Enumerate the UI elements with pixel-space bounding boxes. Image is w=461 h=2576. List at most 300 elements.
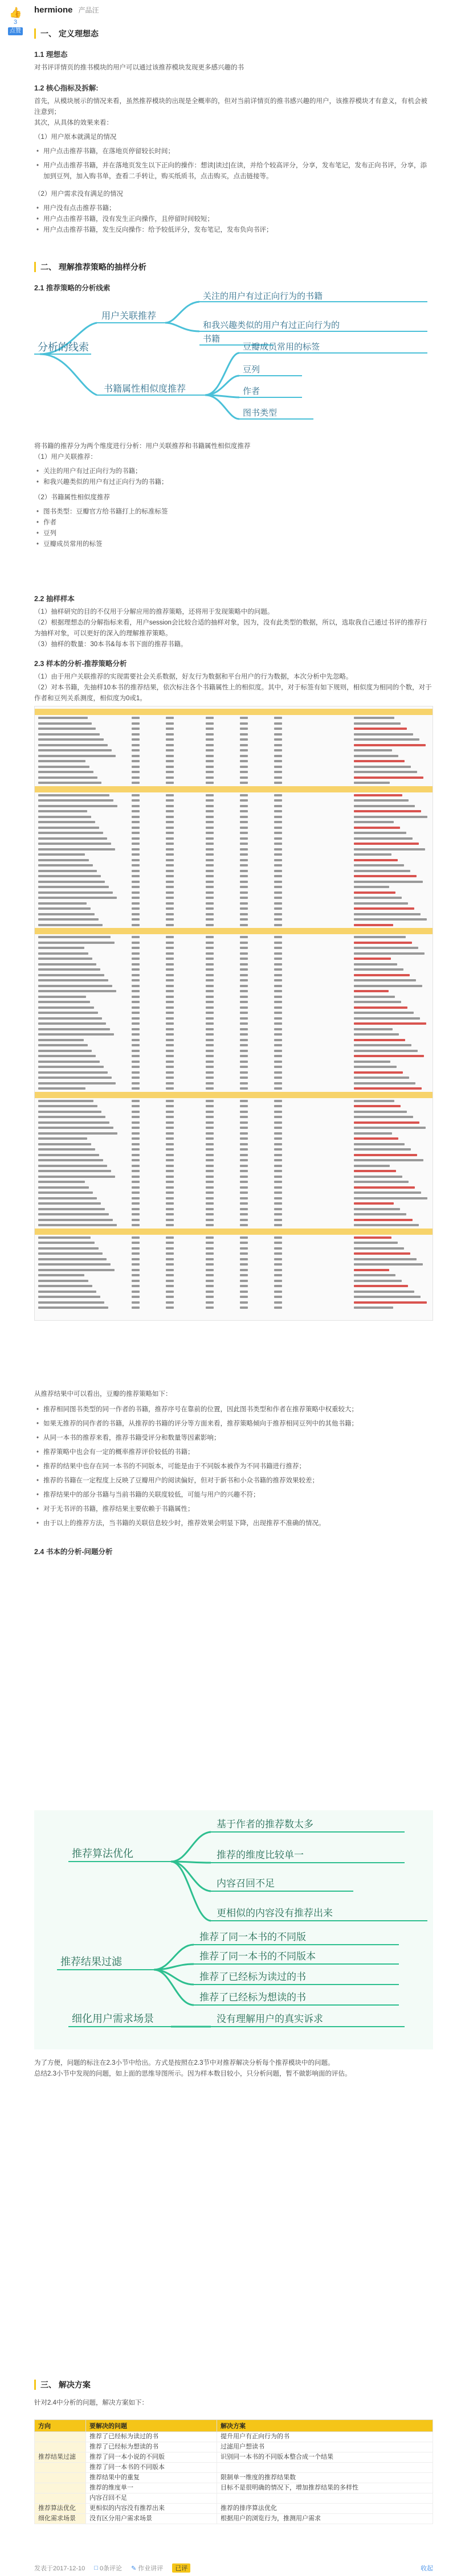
spreadsheet-cell bbox=[38, 777, 97, 779]
spreadsheet-cell bbox=[166, 1192, 174, 1194]
spreadsheet-row bbox=[35, 1257, 433, 1262]
spreadsheet-cell bbox=[206, 1307, 214, 1309]
spreadsheet-cell bbox=[206, 766, 214, 768]
spreadsheet-cell bbox=[38, 1066, 104, 1068]
spreadsheet-cell bbox=[274, 891, 282, 894]
list-item: • 用户点击推荐书籍，并在落地页发生以下正向的操作：想读|读过|在读，并给个较高评分，分享，发布笔记，发布正向书评，分享，添加到豆列，加入购书单，查看二手转让，购买纸质书，点击购买，点击链接等。 bbox=[34, 161, 433, 182]
spreadsheet-cell bbox=[354, 1116, 413, 1118]
spreadsheet-cell bbox=[38, 974, 104, 976]
spreadsheet-header-band bbox=[35, 928, 433, 934]
spreadsheet-cell bbox=[132, 1307, 140, 1309]
spreadsheet-cell bbox=[274, 907, 282, 910]
spreadsheet-cell bbox=[240, 766, 248, 768]
paragraph: 针对2.4中分析的问题，解决方案如下： bbox=[34, 2400, 148, 2406]
spreadsheet-cell bbox=[354, 782, 390, 784]
spreadsheet-row bbox=[35, 1240, 433, 1246]
spreadsheet-cell bbox=[354, 1165, 390, 1167]
spreadsheet-cell bbox=[354, 1236, 391, 1239]
table-row bbox=[35, 2463, 433, 2473]
mind-root: 推荐结果过滤 bbox=[60, 1956, 122, 1967]
cell-solution: 推荐的排序算法优化 bbox=[217, 2504, 433, 2514]
spreadsheet-cell bbox=[240, 1012, 248, 1014]
spreadsheet-cell bbox=[274, 1028, 282, 1030]
cell-problem: 内容召回不足 bbox=[86, 2493, 217, 2504]
spreadsheet-cell bbox=[166, 891, 174, 894]
spreadsheet-cell bbox=[354, 799, 409, 802]
spreadsheet-cell bbox=[38, 1280, 88, 1282]
spreadsheet-row bbox=[35, 946, 433, 951]
spreadsheet-cell bbox=[166, 760, 174, 762]
spreadsheet-cell bbox=[274, 947, 282, 949]
comments-button[interactable] bbox=[94, 2563, 122, 2573]
spreadsheet-cell bbox=[132, 1077, 140, 1079]
spreadsheet-cell bbox=[354, 1033, 399, 1036]
spreadsheet-row bbox=[35, 732, 433, 737]
spreadsheet-cell bbox=[132, 717, 140, 719]
spreadsheet-cell bbox=[274, 1242, 282, 1244]
spreadsheet-cell bbox=[132, 907, 140, 910]
spreadsheet-row bbox=[35, 815, 433, 820]
spreadsheet-cell bbox=[206, 1301, 214, 1304]
spreadsheet-cell bbox=[132, 832, 140, 834]
spreadsheet-cell bbox=[166, 1111, 174, 1113]
list-item: • 关注的用户有过正向行为的书籍； bbox=[34, 466, 433, 477]
spreadsheet-cell bbox=[38, 1242, 95, 1244]
spreadsheet-row bbox=[35, 721, 433, 726]
spreadsheet-cell bbox=[354, 902, 408, 905]
spreadsheet-cell bbox=[206, 1044, 214, 1046]
spreadsheet-cell bbox=[240, 1301, 248, 1304]
spreadsheet-cell bbox=[132, 974, 140, 976]
spreadsheet-cell bbox=[240, 832, 248, 834]
spreadsheet-cell bbox=[274, 1044, 282, 1046]
spreadsheet-cell bbox=[166, 1274, 174, 1276]
spreadsheet-cell bbox=[206, 1100, 214, 1102]
spreadsheet-cell bbox=[274, 1176, 282, 1178]
spreadsheet-cell bbox=[38, 1176, 115, 1178]
spreadsheet-cell bbox=[240, 1050, 248, 1052]
spreadsheet-cell bbox=[274, 766, 282, 768]
like-button[interactable]: 点赞 bbox=[8, 27, 23, 35]
section-3 bbox=[34, 2380, 433, 2409]
spreadsheet-cell bbox=[354, 913, 421, 915]
spreadsheet-cell bbox=[274, 1307, 282, 1309]
spreadsheet-cell bbox=[166, 963, 174, 966]
spreadsheet-cell bbox=[240, 1263, 248, 1266]
like-count: 3 bbox=[13, 19, 18, 26]
reviewed-badge: 已评 bbox=[172, 2563, 190, 2573]
spreadsheet-cell bbox=[38, 799, 113, 802]
spreadsheet-cell bbox=[206, 963, 214, 966]
spreadsheet-cell bbox=[354, 1154, 417, 1156]
spreadsheet-cell bbox=[354, 1213, 406, 1215]
spreadsheet-cell bbox=[132, 1022, 140, 1025]
spreadsheet-cell bbox=[206, 1247, 214, 1250]
spreadsheet-cell bbox=[274, 1148, 282, 1151]
spreadsheet-cell bbox=[166, 1301, 174, 1304]
spreadsheet-row bbox=[35, 1038, 433, 1043]
spreadsheet-cell bbox=[240, 1033, 248, 1036]
spreadsheet-cell bbox=[354, 755, 398, 757]
spreadsheet-cell bbox=[38, 1111, 101, 1113]
spreadsheet-cell bbox=[354, 1280, 402, 1282]
spreadsheet-cell bbox=[206, 979, 214, 981]
spreadsheet-cell bbox=[38, 1137, 87, 1140]
spreadsheet-cell bbox=[166, 816, 174, 818]
spreadsheet-cell bbox=[166, 864, 174, 866]
spreadsheet-cell bbox=[132, 1121, 140, 1124]
spreadsheet-cell bbox=[274, 1055, 282, 1057]
spreadsheet-cell bbox=[166, 766, 174, 768]
spreadsheet-cell bbox=[354, 1071, 403, 1074]
spreadsheet-cell bbox=[274, 913, 282, 915]
spreadsheet-row bbox=[35, 780, 433, 786]
review-button[interactable] bbox=[131, 2563, 163, 2573]
spreadsheet-cell bbox=[274, 1224, 282, 1226]
spreadsheet-cell bbox=[354, 947, 418, 949]
spreadsheet-cell bbox=[274, 1143, 282, 1145]
spreadsheet-cell bbox=[274, 1274, 282, 1276]
spreadsheet-cell bbox=[132, 1044, 140, 1046]
list-item: • 用户没有点击推荐书籍； bbox=[34, 203, 433, 214]
spreadsheet-cell bbox=[166, 1116, 174, 1118]
spreadsheet-cell bbox=[240, 1280, 248, 1282]
spreadsheet-cell bbox=[132, 755, 140, 757]
spreadsheet-cell bbox=[132, 1242, 140, 1244]
collapse-button[interactable]: 收起 bbox=[421, 2565, 433, 2572]
spreadsheet-cell bbox=[354, 1208, 400, 1210]
spreadsheet-cell bbox=[132, 952, 140, 955]
spreadsheet-row bbox=[35, 1120, 433, 1125]
spreadsheet-cell bbox=[240, 1192, 248, 1194]
spreadsheet-cell bbox=[274, 805, 282, 807]
spreadsheet-cell bbox=[206, 733, 214, 736]
spreadsheet-cell bbox=[166, 843, 174, 845]
spreadsheet-cell bbox=[166, 1022, 174, 1025]
spreadsheet-cell bbox=[354, 728, 407, 730]
spreadsheet-cell bbox=[354, 717, 394, 719]
spreadsheet-cell bbox=[240, 755, 248, 757]
spreadsheet-cell bbox=[132, 1087, 140, 1090]
paragraph: 从推荐结果中可以看出，豆瓣的推荐策略如下： bbox=[34, 1391, 172, 1398]
spreadsheet-cell bbox=[354, 744, 426, 746]
spreadsheet-cell bbox=[132, 1017, 140, 1020]
spreadsheet-row bbox=[35, 1000, 433, 1005]
spreadsheet-cell bbox=[354, 777, 423, 779]
mind-leaf: 推荐了已经标为想读的书 bbox=[199, 1992, 306, 2003]
spreadsheet-cell bbox=[240, 859, 248, 861]
spreadsheet-cell bbox=[274, 733, 282, 736]
table-row bbox=[35, 2452, 433, 2463]
spreadsheet-cell bbox=[132, 1100, 140, 1102]
mind-map-problems bbox=[34, 1810, 433, 2049]
author-name[interactable]: hermione bbox=[34, 5, 73, 15]
spreadsheet-cell bbox=[240, 1105, 248, 1107]
spreadsheet-cell bbox=[206, 1066, 214, 1068]
spreadsheet-cell bbox=[206, 1111, 214, 1113]
spreadsheet-cell bbox=[38, 1263, 111, 1266]
spreadsheet-cell bbox=[38, 1105, 97, 1107]
spreadsheet-row bbox=[35, 847, 433, 852]
spreadsheet-cell bbox=[132, 1159, 140, 1161]
spreadsheet-cell bbox=[132, 968, 140, 971]
spreadsheet-cell bbox=[132, 1165, 140, 1167]
spreadsheet-cell bbox=[206, 749, 214, 751]
spreadsheet-cell bbox=[240, 1055, 248, 1057]
mind-leaf: 和我兴趣类似的用户有过正向行为的 bbox=[203, 321, 340, 330]
mind-leaf: 图书类型 bbox=[243, 408, 278, 418]
spreadsheet-cell bbox=[240, 1061, 248, 1063]
spreadsheet-cell bbox=[132, 810, 140, 812]
spreadsheet-cell bbox=[206, 1285, 214, 1287]
spreadsheet-cell bbox=[206, 816, 214, 818]
spreadsheet-cell bbox=[206, 1039, 214, 1041]
spreadsheet-cell bbox=[354, 996, 395, 998]
spreadsheet-cell bbox=[274, 1236, 282, 1239]
spreadsheet-cell bbox=[166, 1017, 174, 1020]
spreadsheet-cell bbox=[240, 1170, 248, 1172]
spreadsheet-cell bbox=[354, 827, 400, 829]
spreadsheet-cell bbox=[206, 1170, 214, 1172]
thumbs-up-icon[interactable]: 👍 bbox=[9, 7, 22, 18]
spreadsheet-cell bbox=[354, 1307, 393, 1309]
spreadsheet-cell bbox=[354, 1022, 426, 1025]
spreadsheet-cell bbox=[38, 766, 89, 768]
spreadsheet-cell bbox=[132, 1258, 140, 1260]
spreadsheet-cell bbox=[274, 864, 282, 866]
spreadsheet-cell bbox=[240, 974, 248, 976]
spreadsheet-cell bbox=[132, 1105, 140, 1107]
spreadsheet-row bbox=[35, 1223, 433, 1228]
spreadsheet-row bbox=[35, 1153, 433, 1158]
spreadsheet-cell bbox=[132, 1001, 140, 1003]
spreadsheet-cell bbox=[206, 810, 214, 812]
cell-direction: 推荐算法优化 bbox=[35, 2504, 86, 2514]
spreadsheet-cell bbox=[38, 853, 85, 856]
spreadsheet-cell bbox=[132, 947, 140, 949]
list-item: • 豆列 bbox=[34, 528, 433, 539]
spreadsheet-cell bbox=[38, 1061, 100, 1063]
comment-icon: □ bbox=[94, 2565, 98, 2571]
spreadsheet-cell bbox=[38, 1159, 103, 1161]
spreadsheet-cell bbox=[354, 1224, 419, 1226]
paragraph: 将书籍的推荐分为两个维度进行分析：用户关联推荐和书籍属性相似度推荐 bbox=[34, 443, 251, 450]
spreadsheet-cell bbox=[240, 1143, 248, 1145]
spreadsheet-cell bbox=[38, 996, 86, 998]
spreadsheet-cell bbox=[240, 1219, 248, 1221]
spreadsheet-cell bbox=[354, 891, 395, 894]
spreadsheet-cell bbox=[354, 859, 398, 861]
spreadsheet-cell bbox=[166, 1077, 174, 1079]
publish-date: 发表于2017-12-10 bbox=[34, 2565, 85, 2572]
spreadsheet-cell bbox=[38, 1082, 116, 1084]
spreadsheet-cell bbox=[132, 891, 140, 894]
spreadsheet-row bbox=[35, 1251, 433, 1256]
table-row bbox=[35, 2442, 433, 2452]
cell-solution: 过滤用户想读书 bbox=[217, 2442, 433, 2452]
spreadsheet-cell bbox=[354, 936, 406, 938]
spreadsheet-cell bbox=[166, 952, 174, 955]
spreadsheet-cell bbox=[132, 996, 140, 998]
spreadsheet-cell bbox=[38, 1055, 96, 1057]
spreadsheet-cell bbox=[354, 1077, 409, 1079]
cell-direction: 细化需求场景 bbox=[35, 2514, 86, 2524]
spreadsheet-row bbox=[35, 880, 433, 885]
spreadsheet-cell bbox=[274, 1127, 282, 1129]
spreadsheet-cell bbox=[206, 1197, 214, 1199]
spreadsheet-cell bbox=[206, 827, 214, 829]
spreadsheet-cell bbox=[354, 1301, 427, 1304]
column-header: 方向 bbox=[35, 2420, 86, 2432]
spreadsheet-cell bbox=[132, 886, 140, 888]
spreadsheet-cell bbox=[274, 1208, 282, 1210]
spreadsheet-cell bbox=[354, 771, 417, 773]
spreadsheet-row bbox=[35, 874, 433, 879]
paragraph: （2）对本书籍，先抽样10本书的推荐结果，依次标注各个书籍属性上的相似度。其中，对于标签有如下规则，相似度为相同的个数，对于作者和豆列关系测度，相似度为0或1。 bbox=[34, 684, 432, 702]
spreadsheet-cell bbox=[206, 832, 214, 834]
spreadsheet-cell bbox=[206, 968, 214, 971]
spreadsheet-cell bbox=[240, 738, 248, 741]
spreadsheet-row bbox=[35, 765, 433, 770]
spreadsheet-row bbox=[35, 1235, 433, 1240]
spreadsheet-cell bbox=[240, 918, 248, 921]
spreadsheet-cell bbox=[354, 1159, 423, 1161]
article bbox=[34, 0, 433, 2572]
spreadsheet-row bbox=[35, 912, 433, 917]
spreadsheet-cell bbox=[206, 760, 214, 762]
strategy-conclusions bbox=[34, 1389, 433, 1556]
spreadsheet-cell bbox=[206, 1055, 214, 1057]
spreadsheet-cell bbox=[132, 1219, 140, 1221]
spreadsheet-cell bbox=[206, 1202, 214, 1205]
spreadsheet-cell bbox=[274, 816, 282, 818]
spreadsheet-cell bbox=[274, 832, 282, 834]
mind-root: 推荐算法优化 bbox=[72, 1848, 133, 1859]
spreadsheet-cell bbox=[274, 958, 282, 960]
spreadsheet-cell bbox=[132, 864, 140, 866]
spreadsheet-cell bbox=[274, 936, 282, 938]
spreadsheet-cell bbox=[206, 1258, 214, 1260]
spreadsheet-cell bbox=[166, 1071, 174, 1074]
spreadsheet-cell bbox=[240, 771, 248, 773]
spreadsheet-row bbox=[35, 1059, 433, 1065]
spreadsheet-cell bbox=[240, 799, 248, 802]
spreadsheet-cell bbox=[206, 1165, 214, 1167]
spreadsheet-cell bbox=[206, 990, 214, 992]
section-2-body bbox=[34, 441, 433, 550]
spreadsheet-cell bbox=[354, 1100, 394, 1102]
spreadsheet-cell bbox=[274, 837, 282, 840]
spreadsheet-cell bbox=[354, 1181, 409, 1183]
spreadsheet-cell bbox=[206, 843, 214, 845]
spreadsheet-cell bbox=[38, 1044, 88, 1046]
spreadsheet-cell bbox=[38, 1012, 98, 1014]
paragraph: （2）用户需求没有满足的情况 bbox=[34, 191, 123, 198]
list bbox=[34, 146, 433, 182]
spreadsheet-cell bbox=[274, 897, 282, 899]
spreadsheet-row bbox=[35, 1043, 433, 1048]
spreadsheet-cell bbox=[354, 1061, 390, 1063]
spreadsheet-cell bbox=[38, 947, 84, 949]
spreadsheet-cell bbox=[206, 755, 214, 757]
spreadsheet-cell bbox=[206, 782, 214, 784]
spreadsheet-cell bbox=[38, 913, 95, 915]
spreadsheet-cell bbox=[274, 1012, 282, 1014]
spreadsheet-cell bbox=[132, 942, 140, 944]
spreadsheet-cell bbox=[166, 1055, 174, 1057]
cell-problem: 更相似的内容没有推荐出来 bbox=[86, 2504, 217, 2514]
list bbox=[34, 1404, 433, 1529]
spreadsheet-cell bbox=[354, 722, 401, 725]
spreadsheet-cell bbox=[274, 853, 282, 856]
spreadsheet-cell bbox=[132, 870, 140, 872]
spreadsheet-cell bbox=[166, 1028, 174, 1030]
spreadsheet-cell bbox=[132, 1252, 140, 1255]
table-row bbox=[35, 2493, 433, 2504]
list-item: • 推荐策略中也会有一定的概率推荐评价较低的书籍； bbox=[34, 1447, 433, 1458]
spreadsheet-cell bbox=[240, 902, 248, 905]
spreadsheet-cell bbox=[166, 942, 174, 944]
spreadsheet-cell bbox=[38, 837, 107, 840]
spreadsheet-cell bbox=[38, 1247, 99, 1250]
spreadsheet-row bbox=[35, 852, 433, 857]
spreadsheet-cell bbox=[166, 1012, 174, 1014]
spreadsheet-cell bbox=[274, 1111, 282, 1113]
paragraph: （1）由于用户关联推荐的实现需要社会关系数据，好友行为数据和平台用户的行为数据，本次分析中先忽略。 bbox=[34, 673, 353, 680]
spreadsheet-cell bbox=[274, 1247, 282, 1250]
section-1 bbox=[34, 28, 433, 236]
table-row bbox=[35, 2483, 433, 2493]
spreadsheet-cell bbox=[132, 843, 140, 845]
list-item: • 推荐结果中的部分书籍与当前书籍的关联度较低，可能与用户的兴趣不符； bbox=[34, 1490, 433, 1501]
cell-direction bbox=[35, 2493, 86, 2504]
spreadsheet-cell bbox=[132, 794, 140, 796]
spreadsheet-cell bbox=[38, 985, 112, 987]
spreadsheet-cell bbox=[240, 837, 248, 840]
spreadsheet-cell bbox=[132, 1274, 140, 1276]
spreadsheet-cell bbox=[206, 1224, 214, 1226]
spreadsheet-cell bbox=[354, 1274, 395, 1276]
like-box[interactable] bbox=[8, 7, 23, 35]
spreadsheet-cell bbox=[132, 1181, 140, 1183]
spreadsheet-row bbox=[35, 978, 433, 983]
spreadsheet-cell bbox=[166, 799, 174, 802]
mind-branch: 用户关联推荐 bbox=[101, 311, 157, 321]
spreadsheet-cell bbox=[206, 1274, 214, 1276]
spreadsheet-cell bbox=[274, 924, 282, 926]
spreadsheet-cell bbox=[166, 1061, 174, 1063]
spreadsheet-cell bbox=[132, 1280, 140, 1282]
paragraph: （3）抽样的数量：30本书&每本书下面的推荐书籍。 bbox=[34, 641, 187, 648]
spreadsheet-cell bbox=[206, 799, 214, 802]
spreadsheet-cell bbox=[274, 979, 282, 981]
spreadsheet-cell bbox=[166, 1285, 174, 1287]
spreadsheet-row bbox=[35, 1212, 433, 1217]
spreadsheet-cell bbox=[240, 760, 248, 762]
spreadsheet-cell bbox=[206, 1143, 214, 1145]
spreadsheet-cell bbox=[132, 958, 140, 960]
spreadsheet-cell bbox=[240, 1213, 248, 1215]
spreadsheet-row bbox=[35, 1190, 433, 1195]
spreadsheet-cell bbox=[240, 886, 248, 888]
spreadsheet-cell bbox=[354, 924, 393, 926]
spreadsheet-cell bbox=[206, 1082, 214, 1084]
spreadsheet-cell bbox=[274, 1192, 282, 1194]
spreadsheet-cell bbox=[240, 881, 248, 883]
mind-root: 细化用户需求场景 bbox=[72, 2013, 154, 2024]
spreadsheet-cell bbox=[354, 1263, 423, 1266]
spreadsheet-cell bbox=[274, 1154, 282, 1156]
